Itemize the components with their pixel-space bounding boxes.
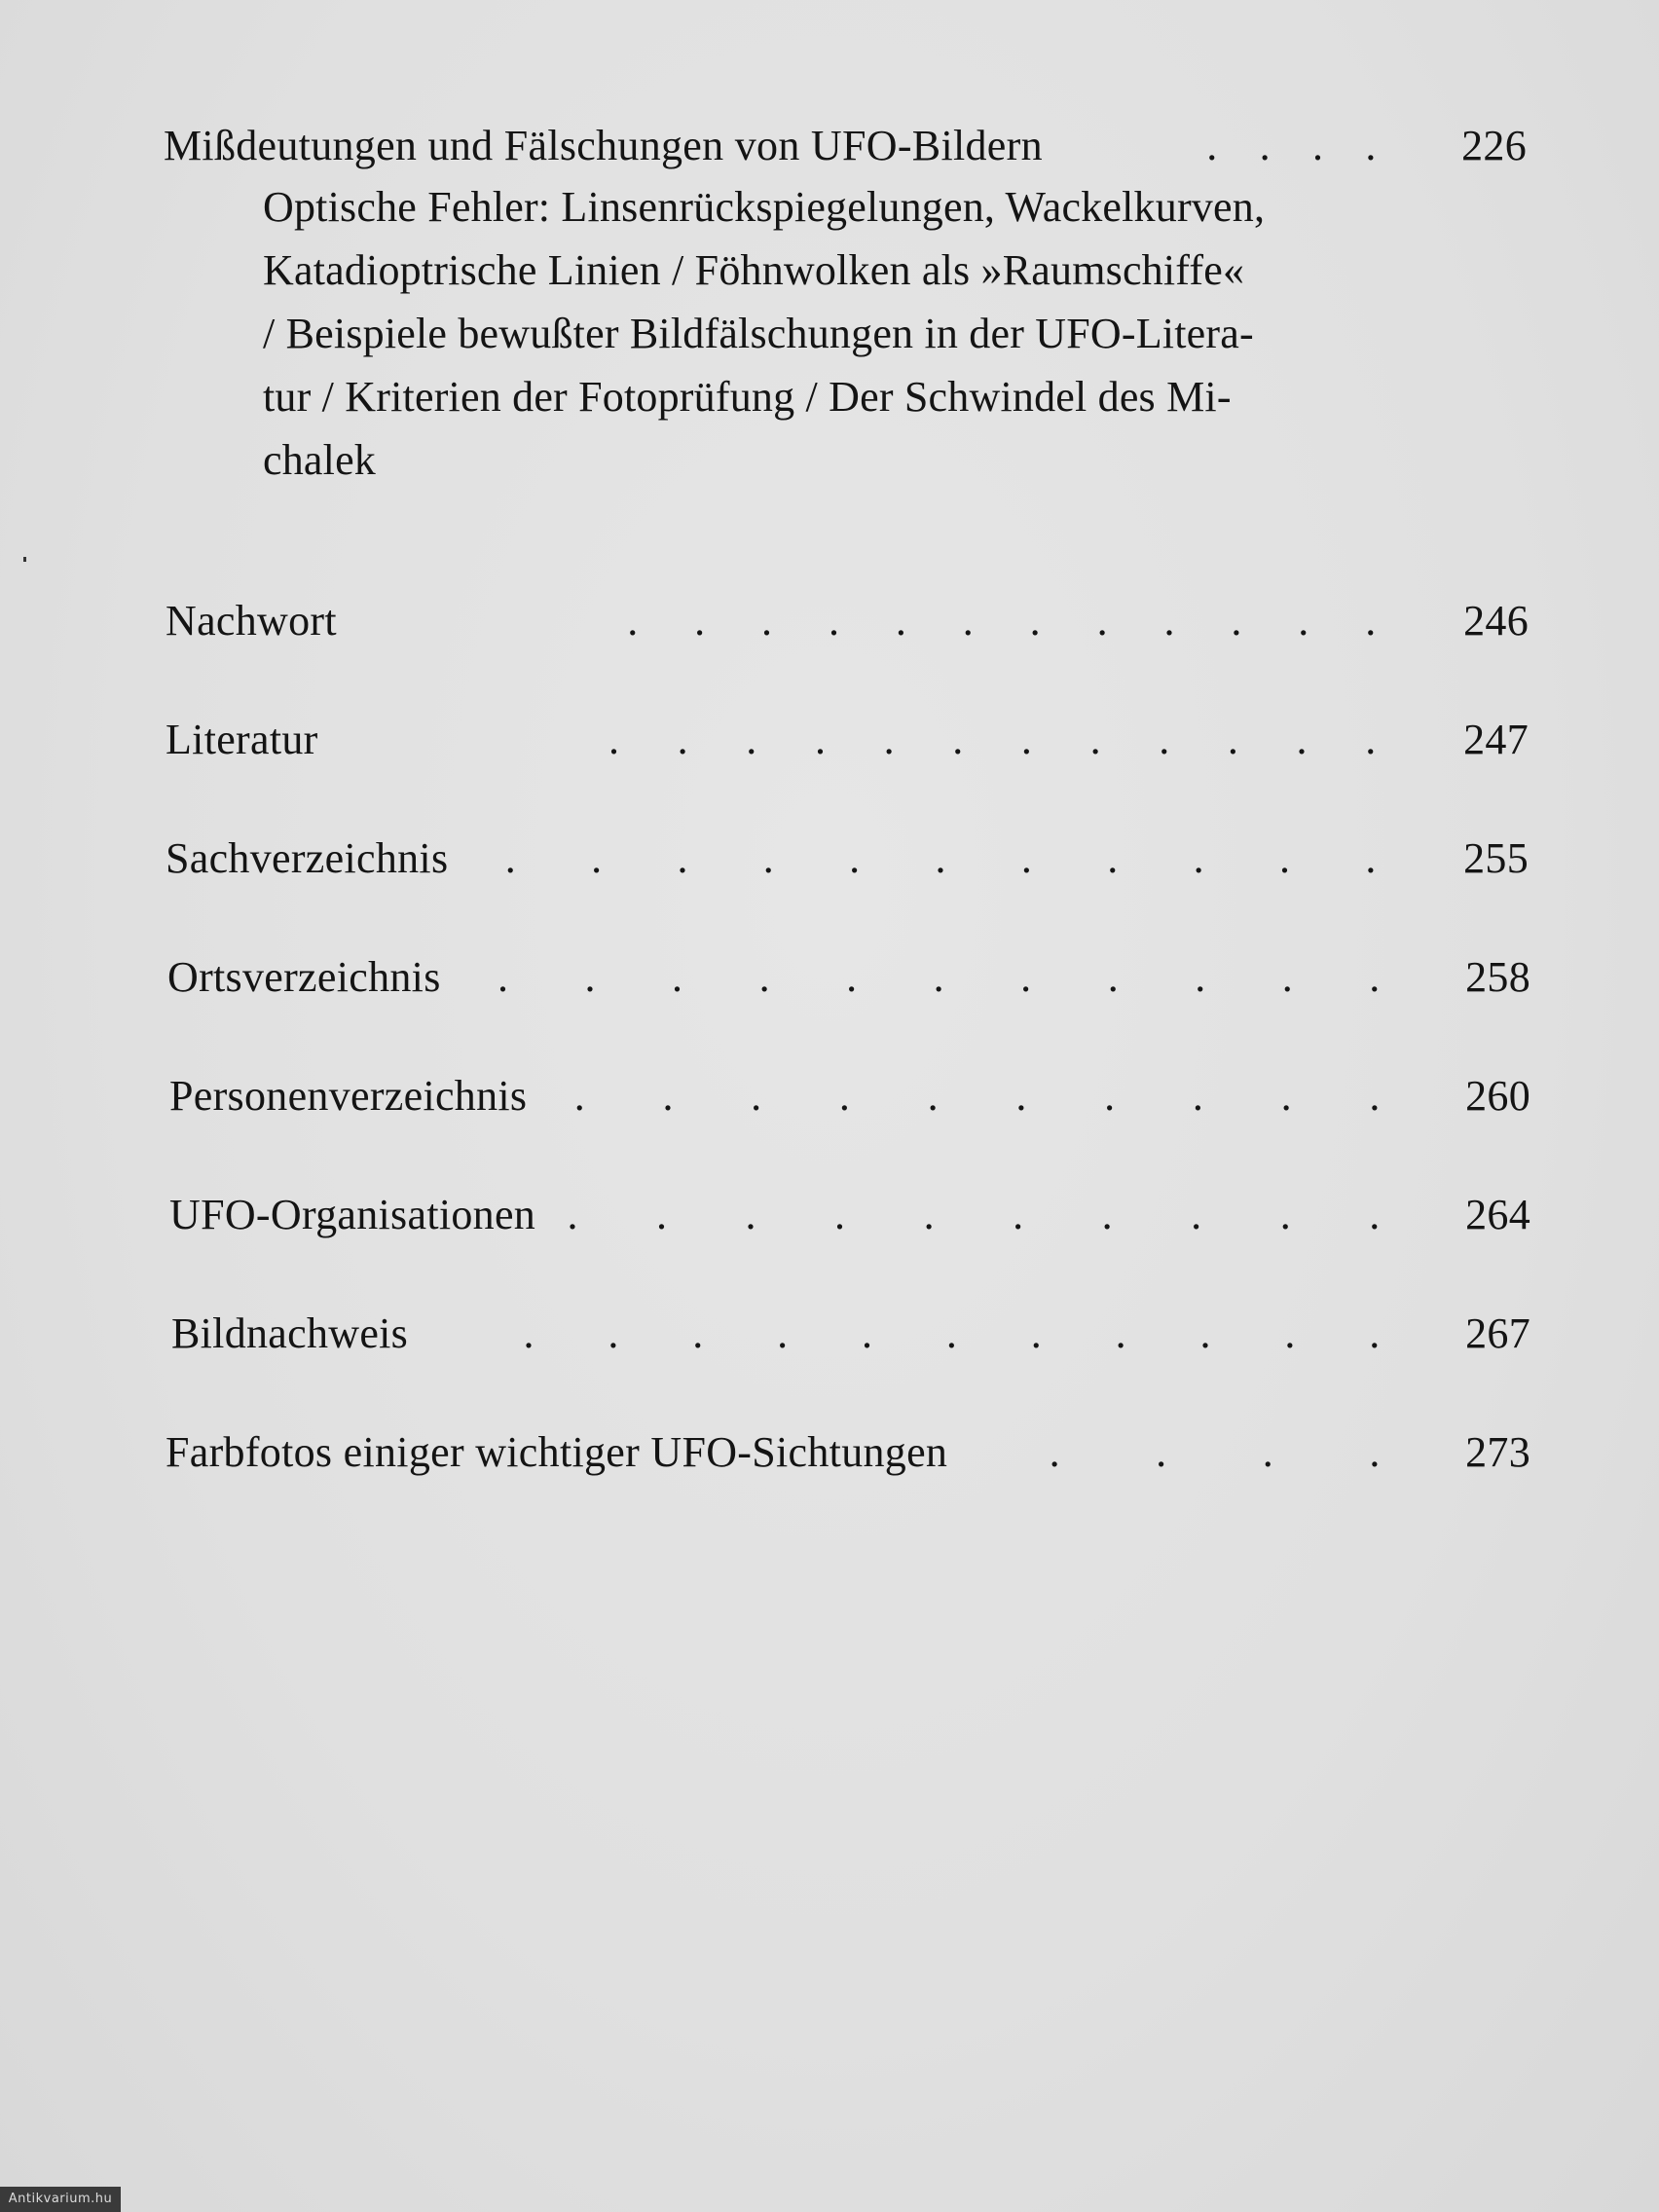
watermark: Antikvarium.hu: [0, 2187, 121, 2212]
toc-entry-page: 258: [1465, 953, 1530, 1001]
toc-entry-title: Literatur: [166, 716, 318, 763]
dot-leader: . . . . . . . . . . . .: [627, 597, 1377, 645]
toc-entry-title: Farbfotos einiger wichtiger UFO-Sichtungen: [166, 1428, 948, 1476]
toc-entry-title: Mißdeutungen und Fälschungen von UFO-Bildern: [164, 122, 1043, 169]
dot-leader: . . . .: [1049, 1428, 1381, 1476]
toc-entry-title: Ortsverzeichnis: [167, 953, 441, 1001]
toc-entry-title: Sachverzeichnis: [166, 834, 449, 882]
dot-leader: . . . . . . . . . .: [573, 1072, 1381, 1120]
toc-entry-title: Personenverzeichnis: [169, 1072, 528, 1120]
toc-entry-page: 226: [1461, 122, 1527, 169]
toc-entry-missdeutungen: [164, 121, 1527, 170]
stray-mark: [23, 557, 26, 562]
description-line: Optische Fehler: Linsenrückspiegelungen, Wackelkurven,: [263, 183, 1266, 231]
dot-leader: . . . . . . . . . . . .: [608, 716, 1377, 763]
toc-entry-title: Bildnachweis: [171, 1309, 409, 1357]
toc-entry-farbfotos: [166, 1427, 1530, 1477]
toc-entry-bildnachweis: [171, 1309, 1530, 1358]
dot-leader: . . . . . . . . . . .: [497, 953, 1381, 1001]
toc-entry-page: 247: [1463, 716, 1529, 763]
description-line: / Beispiele bewußter Bildfälschungen in der UFO-Litera-: [263, 310, 1254, 357]
toc-entry-ortsverzeichnis: [167, 952, 1530, 1002]
toc-entry-title: UFO-Organisationen: [169, 1191, 536, 1238]
toc-entry-page: 264: [1465, 1191, 1530, 1238]
toc-entry-personenverzeichnis: [169, 1071, 1530, 1121]
toc-entry-page: 273: [1465, 1428, 1530, 1476]
toc-entry-page: 246: [1463, 597, 1529, 645]
toc-entry-page: 267: [1465, 1309, 1530, 1357]
toc-entry-page: 260: [1465, 1072, 1530, 1120]
toc-entry-nachwort: [166, 596, 1529, 645]
toc-entry-title: Nachwort: [166, 597, 337, 645]
toc-entry-literatur: [166, 715, 1529, 764]
toc-entry-description: [263, 175, 1412, 492]
toc-entry-ufo-organisationen: [169, 1190, 1530, 1239]
toc-entry-sachverzeichnis: [166, 833, 1529, 883]
dot-leader: . . . . . . . . . .: [567, 1191, 1381, 1238]
dot-leader: . . . . . . . . . . .: [504, 834, 1377, 882]
description-line: Katadioptrische Linien / Föhnwolken als »Raumschiffe«: [263, 246, 1245, 294]
dot-leader: . . . .: [1206, 122, 1377, 169]
toc-entry-page: 255: [1463, 834, 1529, 882]
description-line: tur / Kriterien der Fotoprüfung / Der Schwindel des Mi-: [263, 373, 1232, 421]
description-line: chalek: [263, 436, 377, 484]
dot-leader: . . . . . . . . . . .: [523, 1309, 1381, 1357]
